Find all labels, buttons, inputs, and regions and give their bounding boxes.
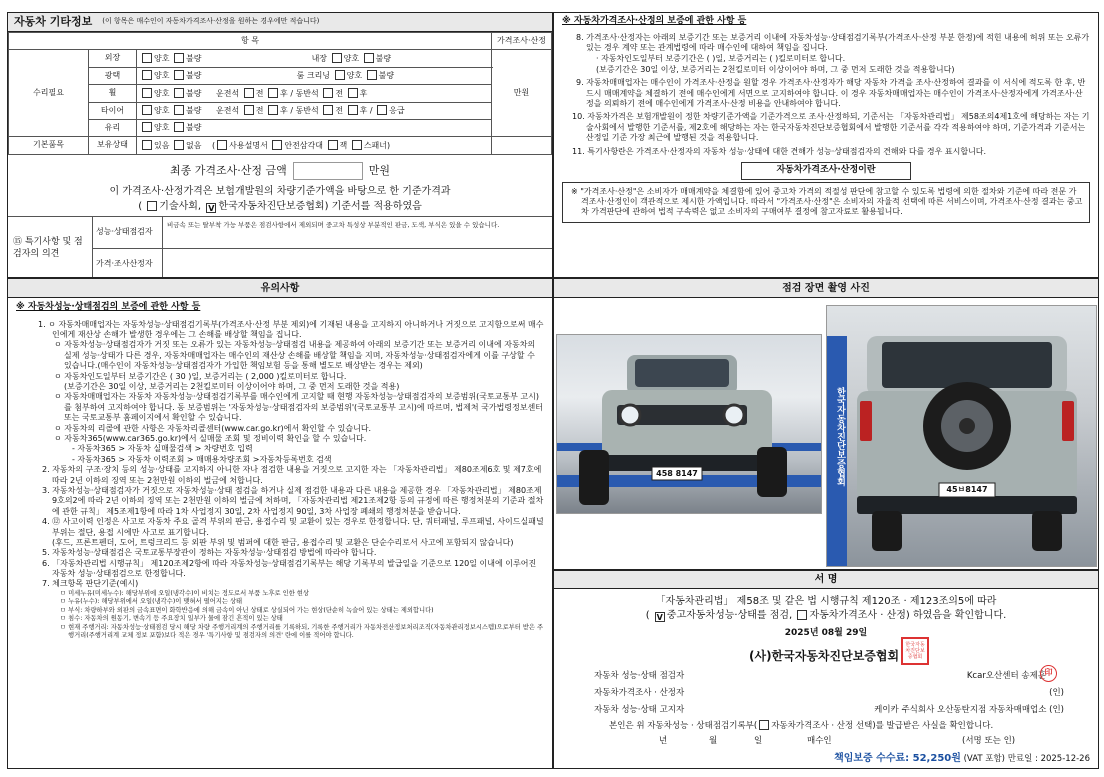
bad-label: 불량 bbox=[186, 123, 202, 133]
wheel-row: 양호 불량 운전석 전 후 / 동반석 전 후 bbox=[137, 85, 492, 102]
tire-label: 타이어 bbox=[89, 102, 137, 119]
front-label: 전 bbox=[255, 88, 264, 98]
checkbox-checked[interactable]: V bbox=[208, 203, 215, 213]
checkbox[interactable] bbox=[323, 105, 333, 115]
notifier-value: 케이카 주식회사 오산동탄지점 자동차매매업소 (인) bbox=[874, 705, 1064, 715]
kadi-banner: 한국자동차진단보증협회 bbox=[828, 346, 845, 526]
bad-label: 불량 bbox=[378, 71, 395, 81]
bad-label: 불량 bbox=[186, 71, 202, 81]
rear-photo bbox=[826, 305, 1097, 567]
inspector-value: Kcar오산센터 송제훈 bbox=[966, 671, 1046, 681]
repair-label: 수리필요 bbox=[9, 50, 89, 137]
checkbox[interactable] bbox=[147, 201, 157, 211]
exterior-label: 외장 bbox=[89, 50, 137, 67]
notice-3: 3. 자동차성능·상태점검자가 거짓으로 자동차성능·상태 점검을 하거나 실제 점검한 내용과 다른 내용을 제공한 경우 「자동차관리법」 제80조제9호의2에 따라 2년 이하의 징역 또는 2천만원 이하의 벌금에 처하며, 「자동차관리법 제21조제2항 등의 규정에 따른 행정처분의 기준과 절차에 관한 규칙」 제5조제1항에 따라 1차 사업정지 30일, 2차 사업정지 90일, 3차 사업장 폐쇄의 행정처분을 받습니다. bbox=[42, 485, 544, 516]
checkbox[interactable] bbox=[174, 53, 184, 63]
inspector-label: 자동차 성능·상태 점검자 bbox=[594, 671, 685, 681]
inspector-seal bbox=[1040, 665, 1057, 682]
bad-label: 불량 bbox=[186, 53, 202, 63]
checkbox[interactable] bbox=[142, 105, 152, 115]
tire-row: 양호 불량 운전석 전 후 / 동반석 전 후 / 응급 bbox=[137, 102, 492, 119]
spare-label: 응급 bbox=[389, 106, 405, 116]
notice-panel bbox=[7, 278, 553, 769]
basis-text-2: ( 기술사회, V 한국자동차진단보증협회) 기준서를 적용하였음 bbox=[138, 200, 422, 213]
expire-date: 만료일 : 2025-12-26 bbox=[1007, 754, 1090, 764]
checkbox[interactable] bbox=[142, 70, 152, 80]
final-price-unit: 만원 bbox=[368, 163, 390, 177]
notice-1e: ㅇ 자동차의 리콜에 관한 사항은 자동차리콜센터(www.car.go.kr)에서 확인할 수 있습니다. bbox=[54, 423, 372, 433]
definition-title: 자동차가격조사·산정이란 bbox=[741, 162, 911, 180]
rear-label: 후 bbox=[359, 88, 368, 98]
checkbox[interactable] bbox=[244, 105, 254, 115]
price-assessor-value: (인) bbox=[1049, 688, 1064, 698]
checkbox[interactable] bbox=[348, 88, 358, 98]
price-assessor-label: 자동차가격조사 · 산정자 bbox=[594, 688, 685, 698]
car-rear-icon bbox=[827, 306, 1097, 567]
sign-header: 서 명 bbox=[554, 571, 1098, 589]
notice-1f: ㅇ 자동차365(www.car365.go.kr)에서 실매물 조회 및 정비이력 확인을 할 수 있습니다. bbox=[54, 433, 367, 443]
checkbox[interactable] bbox=[328, 140, 338, 150]
triangle-label: 안전삼각대 bbox=[284, 140, 323, 150]
notice-4b: (후드, 프론트펜더, 도어, 트렁크리드 등 외판 부위 및 범퍼에 대한 판금, 용접수리 및 교환은 단순수리로서 사고에 포함되지 않습니다) bbox=[52, 537, 514, 547]
sign-check-price: 자동차가격조사 · 산정) 하였음을 확인합니다. bbox=[809, 610, 1007, 621]
org-seal bbox=[901, 637, 929, 665]
extra-info-note: (이 항목은 매수인이 자동차가격조사·산정을 원하는 경우에만 적습니다) bbox=[102, 17, 320, 26]
jack-label: 잭 bbox=[339, 140, 348, 150]
good-label: 양호 bbox=[154, 123, 170, 133]
month-label: 월 bbox=[709, 736, 718, 746]
sign-row-1 bbox=[594, 671, 1064, 682]
notice-s4: ㅁ 침수: 자동차의 원동기, 변속기 등 주요장치 일부가 물에 잠긴 흔적이 있는 상태 bbox=[60, 615, 283, 623]
spanner-label: 스패너 bbox=[363, 140, 387, 150]
checkbox[interactable] bbox=[272, 140, 282, 150]
good-label: 양호 bbox=[154, 88, 170, 98]
extra-info-title: 자동차 기타정보 bbox=[14, 14, 93, 28]
checkbox[interactable] bbox=[174, 122, 184, 132]
warranty-item-9: 9. 자동차매매업자는 매수인이 가격조사·산정을 원할 경우 가격조사·산정자가 해당 자동차 가격을 조사·산정하여 결과를 이 서식에 적도록 한 후, 반드시 매매계약을 체결하기 전에 매수인에게 서면으로 고지하여야 합니다. 이 경우 자동차매매업자는 매수인이 가격조사·산정자에게 가격조사·산정을 의뢰하기 전에 매수인에게 가격조사·산정 비용을 안내하여야 합니다. bbox=[576, 78, 1086, 109]
rear-label: 후 bbox=[359, 106, 368, 116]
year-label: 년 bbox=[659, 736, 668, 746]
car-front-icon bbox=[557, 335, 822, 514]
checkbox[interactable] bbox=[797, 610, 807, 620]
passenger-label: 동반석 bbox=[295, 88, 319, 98]
have-label: 있음 bbox=[154, 140, 170, 150]
sign-org: (사)한국자동차진단보증협회 bbox=[749, 649, 900, 663]
checkbox[interactable] bbox=[377, 105, 387, 115]
front-label: 전 bbox=[255, 106, 264, 116]
notice-s2: ㅁ 누유(누수): 해당부위에서 오일(냉각수)이 맺혀서 떨어지는 상태 bbox=[60, 598, 243, 606]
extra-info-table bbox=[8, 32, 552, 155]
checkbox[interactable] bbox=[174, 105, 184, 115]
checkbox[interactable] bbox=[364, 53, 374, 63]
sign-row-3 bbox=[594, 705, 1064, 716]
checkbox[interactable] bbox=[348, 105, 358, 115]
driver-label: 운전석 bbox=[216, 106, 240, 116]
checkbox[interactable] bbox=[332, 53, 342, 63]
good-label: 양호 bbox=[154, 106, 170, 116]
rear-label: 후 bbox=[280, 88, 288, 98]
exterior-row bbox=[137, 50, 492, 67]
sign-check-perf: 중고자동차성능·상태를 점검, bbox=[666, 610, 793, 621]
final-price-input[interactable] bbox=[293, 162, 363, 180]
sign-panel bbox=[553, 570, 1099, 769]
checkbox[interactable] bbox=[244, 88, 254, 98]
basis-text: 이 가격조사·산정가격은 보험개발원의 차량기준가액을 바탕으로 한 기준가격과 bbox=[109, 185, 451, 197]
checkbox[interactable] bbox=[174, 140, 184, 150]
sign-law-2: ( V 중고자동차성능·상태를 점검, 자동차가격조사 · 산정) 하였음을 확인합니다. bbox=[645, 610, 1007, 622]
notice-title: ※ 자동차성능·상태점검의 보증에 관한 사항 등 bbox=[16, 302, 201, 312]
definition-box: ※ "가격조사·산정"은 소비자가 매매계약을 체결함에 있어 중고차 가격의 적절성 판단에 참고할 수 있도록 법령에 의한 절차와 기준에 따라 전문 가격조사·산정인이 객관적으로 제시한 가액입니다. 따라서 "가격조사·산정"은 소비자의 자율적 선택에 따른 서비스이며, 가격조사·산정 결과는 중고차 가격판단에 관하여 법적 구속력은 없고 소비자의 구매여부 결정에 참고자료로 활용됩니다. bbox=[562, 182, 1090, 223]
notice-6: 6. 「자동차관리법 시행규칙」 제120조제2항에 따라 자동차성능·상태점검기록부는 해당 기록부의 발급일을 기준으로 120일 이내에 이루어진 자동차 성능·상태점검으로 한정합니다. bbox=[42, 558, 537, 579]
glass-label: 유리 bbox=[89, 119, 137, 136]
warranty-item-11: 11. 특기사항란은 가격조사·산정자의 자동차 성능·상태에 대한 견해가 성능·상태점검자의 견해와 다를 경우 표시합니다. bbox=[572, 146, 987, 156]
checkbox[interactable] bbox=[268, 105, 278, 115]
notice-4: 4. ⑫ 사고이력 인정은 사고로 자동차 주요 골격 부위의 판금, 용접수리 및 교환이 있는 경우로 한정합니다. 단, 쿼터패널, 루프패널, 사이드실패널 부위는 절단, 용접 시에만 사고로 표기합니다. bbox=[42, 517, 544, 537]
room-label: 룸 크리닝 bbox=[296, 71, 331, 81]
buyer-sign: (서명 또는 인) bbox=[962, 736, 1016, 746]
basic-row: 있음 없음 ( 사용설명서 안전삼각대 잭 스패너) bbox=[137, 137, 492, 154]
receive-text-b: 자동차가격조사 · 산정 선택)를 발급받은 사실을 확인합니다. bbox=[771, 721, 994, 731]
driver-label: 운전석 bbox=[216, 88, 240, 98]
buyer-label: 매수인 bbox=[807, 736, 832, 746]
gloss-row bbox=[137, 67, 492, 84]
notice-1c: ㅇ 자동차인도일부터 보증기간은 ( 30 )일, 보증거리는 ( 2,000 )킬로미터로 합니다. bbox=[54, 371, 347, 381]
receive-text-a: 본인은 위 자동차성능 · 상태점검기록부( bbox=[609, 721, 758, 731]
rear-label: 후 bbox=[280, 106, 288, 116]
price-warranty-panel bbox=[553, 12, 1099, 278]
front-plate: 458 8147 bbox=[656, 469, 698, 478]
basis-kadi: 한국자동차진단보증협회) 기준서를 적용하였음 bbox=[218, 200, 422, 212]
op-price-label: 가격·조사산정자 bbox=[93, 249, 163, 278]
notifier-label: 자동차 성능·상태 고지자 bbox=[594, 705, 685, 715]
notice-1c2: (보증기간은 30일 이상, 보증거리는 2천킬로미터 이상이어야 하며, 그 중 먼저 도래한 것을 적용) bbox=[64, 382, 400, 392]
checkbox[interactable] bbox=[142, 122, 152, 132]
wheel-label: 휠 bbox=[89, 85, 137, 102]
manual-label: 사용설명서 bbox=[229, 140, 268, 150]
checkbox[interactable] bbox=[174, 70, 184, 80]
checkbox[interactable] bbox=[142, 88, 152, 98]
notice-7: 7. 체크항목 판단기준(예시) bbox=[42, 579, 139, 589]
warranty-item-8: 8. 가격조사·산정자는 아래의 보증기간 또는 보증거리 이내에 자동차성능·상태점검기록부(가격조사·산정 부분 한정)에 적힌 내용에 허위 또는 오류가 있는 경우 계약 또는 관계법령에 따라 매수인에 대하여 책임을 집니다. bbox=[576, 32, 1090, 53]
warranty-item-8b: · 자동차인도일부터 보증기간은 ( )일, 보증거리는 ( )킬로미터로 합니다. bbox=[596, 54, 846, 64]
keep-label: 보유상태 bbox=[89, 137, 137, 154]
checkbox[interactable] bbox=[323, 88, 333, 98]
basis-tech: 기술사회, bbox=[159, 200, 202, 212]
basic-label: 기본품목 bbox=[9, 137, 89, 154]
checkbox[interactable] bbox=[335, 70, 345, 80]
notice-1g: - 자동차365 > 자동차 실매물검색 > 차량번호 입력 bbox=[72, 444, 253, 454]
notice-s5: ㅁ 현재 주행거리: 자동차성능·상태점검 당시 해당 차량 주행거리계의 주행거리를 기록하되, 기록한 주행거리가 자동차전산정보처리조직(자동차관리정보시스템)으로부터 받은 주행거리(주행거리계 교체 정보 포함)보다 적은 경우 '특기사항 및 점검자의 의견' 란에 이를 적어야 합니다. bbox=[60, 623, 544, 640]
opinion-label: ⑮ 특기사항 및 점검자의 의견 bbox=[8, 217, 93, 278]
checkbox[interactable] bbox=[759, 720, 769, 730]
final-price-label: 최종 가격조사·산정 금액 bbox=[169, 163, 287, 177]
fee-row bbox=[834, 752, 1090, 765]
inspector-seal-text: 印 bbox=[1044, 668, 1053, 677]
notice-1d: ㅇ 자동차매매업자는 자동차 자동차성능·상태점검기록부를 매수인에게 고지할 때 현행 자동차성능·상태점검자의 보증범위(국토교통부 고시)를 첨부하여 고지하여야 합니다. 동 보증범위는 '자동차성능·상태점검자의 보증범위'(국토교통부 고시)에 따르며, 법제처 국가법령정보센터 또는 국토교통부 홈페이지에서 확인할 수 있습니다. bbox=[54, 392, 544, 423]
day-label: 일 bbox=[754, 736, 763, 746]
checkbox[interactable] bbox=[268, 88, 278, 98]
fee-value: 책임보증 수수료: 52,250원 bbox=[834, 753, 961, 764]
photos-header: 점검 장면 촬영 사진 bbox=[554, 279, 1098, 298]
good-label: 양호 bbox=[154, 53, 170, 63]
warranty-item-10: 10. 자동차가격은 보험개발원이 정한 차량기준가액을 기준가격으로 조사·산정하되, 기준서는 「자동차관리법」 제58조의4제1호에 해당하는 자는 기술사회에서 발행한 기준서를, 제2호에 해당하는 자는 한국자동차진단보증협회에서 발행한 기준서를 각각 적용하여야 하며, 기준가격과 기준서는 산정일 기준 가장 최근에 발행된 것을 적용합니다. bbox=[572, 112, 1090, 143]
notice-1h: - 자동차365 > 자동차 이력조회 > 매매용차량조회 >자동차등록번호 검색 bbox=[72, 454, 332, 464]
checkbox[interactable] bbox=[142, 140, 152, 150]
front-label: 전 bbox=[335, 106, 344, 116]
passenger-label: 동반석 bbox=[295, 106, 319, 116]
notice-1b: ㅇ 자동차성능·상태점검자가 거짓 또는 오류가 있는 자동차성능·상태점검 내용을 제공하여 아래의 보증기간 또는 보증거리 이내에 자동차의 실제 성능·상태가 다른 경우, 자동차매매업자는 매수인의 재산상 손해를 배상할 책임을 지며, 자동차성능·상태점검자에게 이를 구상할 수 있습니다.(매수인이 자동차성능·상태점검자가 가입한 책임보험 등을 통해 별도로 배상받는 경우는 제외) bbox=[54, 340, 536, 371]
price-unit: 만원 bbox=[492, 50, 552, 137]
opinion-block bbox=[8, 216, 553, 278]
checkbox[interactable] bbox=[142, 53, 152, 63]
notice-5: 5. 자동차성능·상태점검은 국토교통부장관이 정하는 자동차성능·상태점검 방법에 따라야 합니다. bbox=[42, 548, 377, 558]
op-check-text: 비금속 또는 탈부착 가능 부품은 점검사항에서 제외되며 중고차 특성상 부분적인 판금, 도색, 부식은 있을 수 있습니다. bbox=[167, 221, 500, 229]
checkbox[interactable] bbox=[367, 70, 377, 80]
notice-2: 2. 자동차의 구조·장치 등의 성능·상태를 고지하지 아니한 자나 점검한 내용을 거짓으로 고지한 자는 「자동차관리법」 제80조제6호 및 제7호에 따라 2년 이하의 징역 또는 2천만원 이하의 벌금에 처합니다. bbox=[42, 465, 542, 485]
checkbox-checked[interactable]: V bbox=[656, 613, 663, 622]
photos-panel bbox=[553, 278, 1099, 570]
sign-date: 2025년 08월 29일 bbox=[784, 628, 868, 638]
notice-s3: ㅁ 부식: 차량하부와 외판의 금속표면이 화학반응에 의해 금속이 아닌 상태로 상실되어 가는 현상(단순히 녹슬어 있는 상태는 제외합니다) bbox=[60, 606, 434, 614]
interior-label: 내장 bbox=[311, 53, 328, 63]
bad-label: 불량 bbox=[186, 88, 202, 98]
good-label: 양호 bbox=[154, 71, 170, 81]
col-item: 항 목 bbox=[9, 33, 492, 50]
notice-1a: 1. ㅇ 자동차매매업자는 자동차성능·상태점검기록부(가격조사·산정 부분 제외)에 기재된 내용을 고지하지 아니하거나 거짓으로 고지함으로써 매수인에게 재산상 손해가 발생한 경우에는 그 손해를 배상할 책임을 집니다. bbox=[38, 319, 544, 340]
fee-vat: (VAT 포함) bbox=[963, 754, 1005, 764]
warranty-item-8c: (보증기간은 30일 이상, 보증거리는 2천킬로미터 이상이어야 하며, 그 중 먼저 도래한 것을 적용합니다) bbox=[596, 64, 955, 74]
checkbox[interactable] bbox=[352, 140, 362, 150]
extra-info-panel bbox=[7, 12, 553, 278]
final-price-row bbox=[8, 159, 552, 183]
receive-row bbox=[609, 720, 993, 732]
checkbox[interactable] bbox=[174, 88, 184, 98]
col-price: 가격조사·산정 bbox=[492, 33, 552, 50]
front-photo bbox=[556, 334, 822, 514]
op-check-label: 성능·상태점검자 bbox=[93, 217, 163, 248]
notice-s1: ㅁ 미세누유(미세누수): 해당부위에 오일(냉각수)이 비치는 정도로서 부품 노후로 인한 현상 bbox=[60, 589, 309, 597]
sign-row-2 bbox=[594, 688, 1064, 699]
sign-law: 「자동차관리법」 제58조 및 같은 법 시행규칙 제120조 · 제123조의5에 따라 bbox=[655, 596, 997, 607]
good-label: 양호 bbox=[346, 71, 363, 81]
org-seal-text: 한국자동차진단보증협회 bbox=[905, 642, 925, 660]
front-label: 전 bbox=[335, 88, 344, 98]
rear-plate: 45ㅂ8147 bbox=[946, 485, 988, 494]
notice-header: 유의사항 bbox=[8, 279, 552, 298]
glass-row bbox=[137, 119, 492, 136]
none-label: 없음 bbox=[186, 140, 202, 150]
bad-label: 불량 bbox=[375, 53, 392, 63]
bad-label: 불량 bbox=[186, 106, 202, 116]
checkbox[interactable] bbox=[217, 140, 227, 150]
warranty-title: ※ 자동차가격조사·산정의 보증에 관한 사항 등 bbox=[562, 16, 747, 26]
gloss-label: 광택 bbox=[89, 67, 137, 84]
good-label: 양호 bbox=[343, 53, 360, 63]
extra-info-header bbox=[8, 13, 552, 32]
